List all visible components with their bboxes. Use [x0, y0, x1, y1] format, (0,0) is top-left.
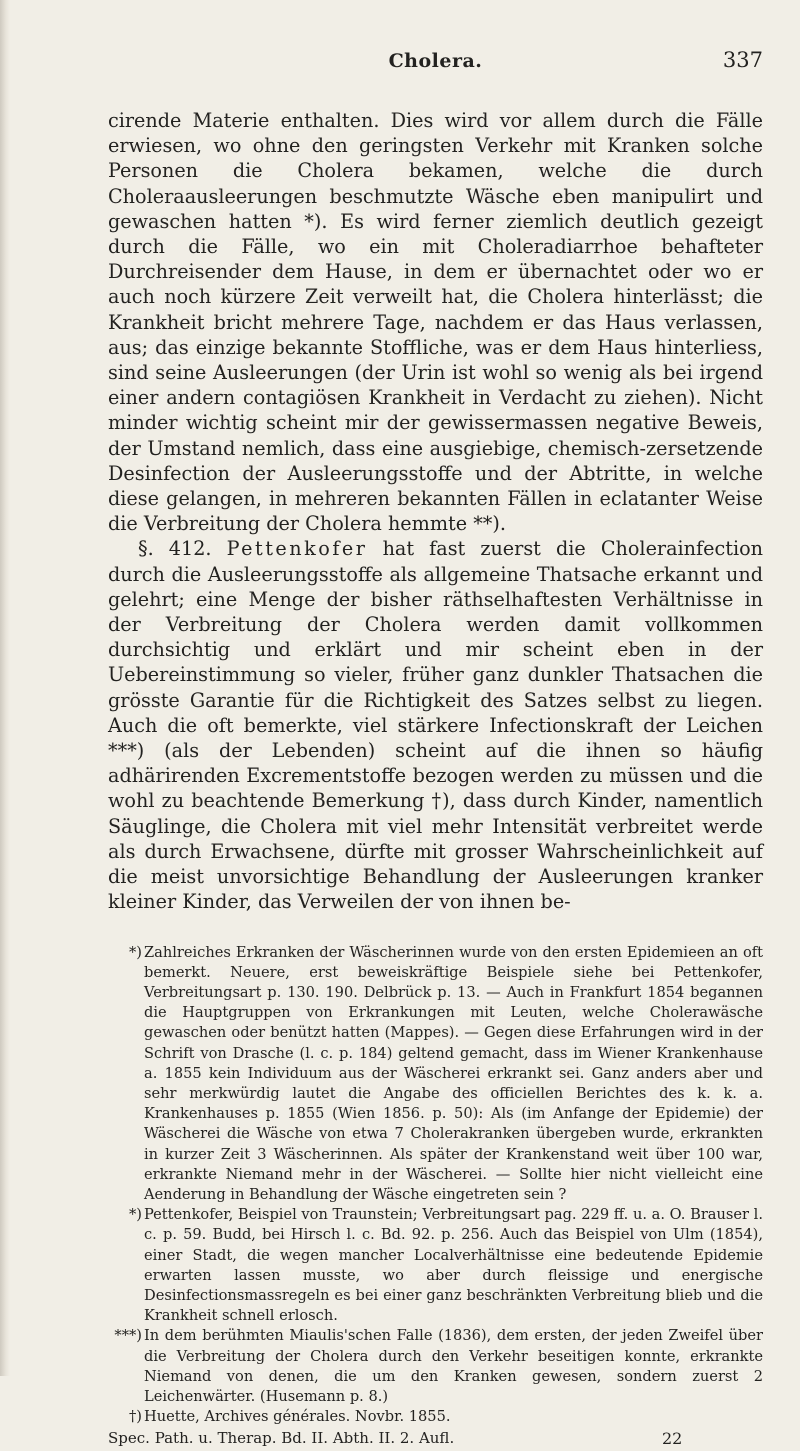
footnote-text: Huette, Archives générales. Novbr. 1855. [144, 1408, 451, 1426]
main-text [108, 108, 763, 915]
footnote [108, 1407, 763, 1427]
section-number: §. 412. [138, 537, 212, 561]
footnote-mark: *) [129, 1206, 142, 1224]
footnote-text: In dem berühmten Miaulis'schen Falle (1836), dem ersten, der jeden Zweifel über die Verbreitung der Cholera durch den Verkehr beseitigen konnte, erkrankte Niemand von denen, die um den Kranken gewesen, sondern zuerst 2 Leichenwärter. (Husemann p. 8.) [144, 1327, 763, 1405]
footnote [108, 943, 763, 1206]
footnote-text: Pettenkofer, Beispiel von Traunstein; Verbreitungsart pag. 229 ff. u. a. O. Brauser l. c. p. 59. Budd, bei Hirsch l. c. Bd. 92. p. 256. Auch das Beispiel von Ulm (1854), einer Stadt, die wegen mancher Localverhältnisse eine bedeutende Epidemie erwarten lassen musste, wo aber durch fleissige und energische Desinfectionsmassregeln es bei einer ganz beschränkten Verbreitung blieb und die Krankheit schnell erlosch. [144, 1206, 763, 1325]
paragraph-1: cirende Materie enthalten. Dies wird vor allem durch die Fälle erwiesen, wo ohne den geringsten Verkehr mit Kranken solche Personen die Cholera bekamen, welche die durch Choleraausleerungen beschmutzte Wäsche eben manipulirt und gewaschen hatten *). Es wird ferner ziemlich deutlich gezeigt durch die Fälle, wo ein mit Choleradiarrhoe behafteter Durchreisender dem Hause, in dem er übernachtet oder wo er auch noch kürzere Zeit verweilt hat, die Cholera hinterlässt; die Krankheit bricht mehrere Tage, nachdem er das Haus verlassen, aus; das einzige bekannte Stoffliche, was er dem Haus hinterliess, sind seine Ausleerungen (der Urin ist wohl so wenig als bei irgend einer andern contagiösen Krankheit in Verdacht zu ziehen). Nicht minder wichtig scheint mir der gewissermassen negative Beweis, der Umstand nemlich, dass eine ausgiebige, chemisch-zersetzende Desinfection der Ausleerungsstoffe und der Abtritte, in welche diese gelangen, in mehreren bekannten Fällen in eclatanter Weise die Verbreitung der Cholera hemmte **). [108, 109, 763, 536]
running-head [108, 28, 763, 72]
signature-text: Spec. Path. u. Therap. Bd. II. Abth. II. 2. Aufl. [108, 1429, 455, 1448]
running-title: Cholera. [388, 50, 483, 72]
page-number: 337 [722, 48, 763, 72]
footnote [108, 1205, 763, 1326]
author-name: Pettenkofer [226, 537, 368, 561]
signature-number: 22 [662, 1429, 683, 1449]
book-page [108, 28, 763, 1451]
page-edge-shadow [0, 0, 10, 1376]
footnote-mark: *) [129, 943, 142, 961]
footnote-mark: †) [129, 1408, 142, 1426]
footnote-mark: ***) [114, 1327, 142, 1345]
footnote [108, 1326, 763, 1407]
footnotes [108, 943, 763, 1428]
footnote-text: Zahlreiches Erkranken der Wäscherinnen wurde von den ersten Epidemieen an oft bemerkt. Neuere, erst beweiskräftige Beispiele siehe bei Pettenkofer, Verbreitungsart p. 130. 190. Delbrück p. 13. — Auch in Frankfurt 1854 begannen die Hauptgruppen von Erkrankungen mit Leuten, welche Cholerawäsche gewaschen oder benützt hatten (Mappes). — Gegen diese Erfahrungen wird in der Schrift von Drasche (l. c. p. 184) geltend gemacht, dass im Wiener Krankenhause a. 1855 kein Individuum aus der Wäscherei erkrankt sei. Ganz anders aber und sehr merkwürdig lautet die Angabe des officiellen Berichtes des k. k. a. Krankenhauses p. 1855 (Wien 1856. p. 50): Als (im Anfange der Epidemie) der Wäscherei die Wäsche von etwa 7 Cholerakranken übergeben wurde, erkrankten in kurzer Zeit 3 Wäscherinnen. Als später der Krankenstand weit über 100 war, erkrankte Niemand mehr in der Wäscherei. — Sollte hier nicht vielleicht eine Aenderung in Behandlung der Wäsche eingetreten sein ? [144, 943, 763, 1203]
paragraph-2-text: hat fast zuerst die Cholerainfection durch die Ausleerungsstoffe als allgemeine Thatsache erkannt und gelehrt; eine Menge der bisher räthselhaftesten Verhältnisse in der Verbreitung der Cholera werden damit vollkommen durchsichtig und erklärt und mir scheint eben in der Uebereinstimmung so vieler, früher ganz dunkler Thatsachen die grösste Garantie für die Richtigkeit des Satzes selbst zu liegen. Auch die oft bemerkte, viel stärkere Infectionskraft der Leichen ***) (als der Lebenden) scheint auf die ihnen so häufig adhärirenden Excrementstoffe bezogen werden zu müssen und die wohl zu beachtende Bemerkung †), dass durch Kinder, namentlich Säuglinge, die Cholera mit viel mehr Intensität verbreitet werde als durch Erwachsene, dürfte mit grosser Wahrscheinlichkeit auf die meist unvorsichtige Behandlung der Ausleerungen kranker kleiner Kinder, das Verweilen der von ihnen be- [108, 537, 763, 914]
signature-line [108, 1429, 763, 1451]
paragraph-2 [108, 536, 763, 914]
